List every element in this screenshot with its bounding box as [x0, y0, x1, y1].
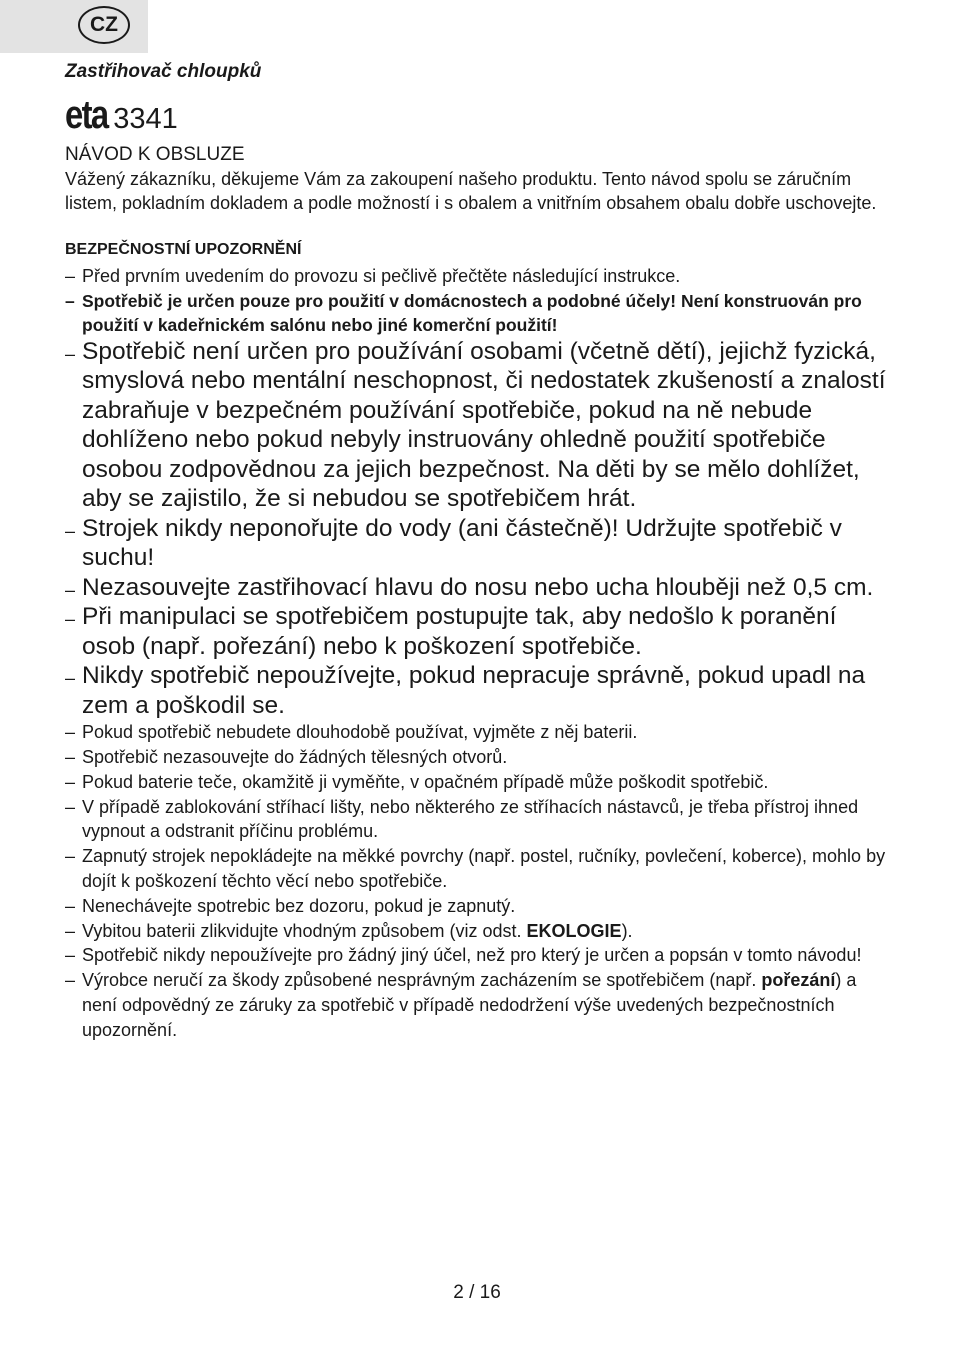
page-number: 2 / 16: [453, 1282, 501, 1303]
ecology-reference: EKOLOGIE: [526, 920, 622, 941]
list-item: – Strojek nikdy neponořujte do vody (ani částečně)! Udržujte spotřebič v suchu!: [65, 514, 895, 573]
product-name: Zastřihovač chloupků: [65, 61, 262, 82]
list-item-liability: [65, 968, 895, 1042]
safety-list: [65, 264, 895, 1043]
list-item: – Pokud baterie teče, okamžitě ji vyměňte, v opačném případě může poškodit spotřebič.: [65, 770, 895, 795]
list-item: – Zapnutý strojek nepokládejte na měkké povrchy (např. postel, ručníky, povlečení, koberce), mohlo by dojít k poškození těchto věcí nebo spotřebiče.: [65, 844, 895, 894]
list-item: – V případě zablokování stříhací lišty, nebo některého ze stříhacích nástavců, je třeba přístroj ihned vypnout a odstranit příčinu problému.: [65, 795, 895, 845]
text-segment: Vybitou baterii zlikvidujte vhodným způsobem (viz odst.: [82, 920, 527, 941]
brand-logo: eta: [65, 93, 108, 137]
safety-heading: BEZPEČNOSTNÍ UPOZORNĚNÍ: [65, 241, 302, 258]
list-item: – Spotřebič není určen pro používání osobami (včetně dětí), jejichž fyzická, smyslová nebo mentální neschopnost, či nedostatek zkušeností a znalostí zabraňuje v bezpečném používání spotřebiče, pokud na ně nebude dohlíženo nebo pokud nebyly instruovány ohledně použití spotřebiče osobou zodpovědnou za jejich bezpečnost. Na děti by se mělo dohlížet, aby se zajistilo, že si nebudou se spotřebičem hrát.: [65, 337, 895, 514]
list-item: – Před prvním uvedením do provozu si pečlivě přečtěte následující instrukce.: [65, 264, 895, 289]
list-item: – Pokud spotřebič nebudete dlouhodobě používat, vyjměte z něj baterii.: [65, 720, 895, 745]
language-badge: CZ: [78, 6, 130, 44]
manual-body: [65, 142, 895, 1043]
brand-row: [65, 93, 178, 137]
list-item: – Spotřebič nezasouvejte do žádných tělesných otvorů.: [65, 745, 895, 770]
list-item: – Při manipulaci se spotřebičem postupujte tak, aby nedošlo k poranění osob (např. pořezání) nebo k poškození spotřebiče.: [65, 602, 895, 661]
list-item: – Spotřebič je určen pouze pro použití v domácnostech a podobné účely! Není konstruován pro použití v kadeřnickém salónu nebo jiné komerční použití!: [65, 289, 895, 337]
list-item: – Nezasouvejte zastřihovací hlavu do nosu nebo ucha hlouběji než 0,5 cm.: [65, 573, 895, 603]
cutting-reference: pořezání: [761, 970, 836, 991]
text-segment: ) a není odpovědný ze záruky za spotřebič v případě nedodržení výše uvedených bezpečnostních upozornění.: [82, 970, 857, 1040]
list-item: – Spotřebič nikdy nepoužívejte pro žádný jiný účel, než pro který je určen a popsán v tomto návodu!: [65, 943, 895, 968]
list-item: – Nenechávejte spotrebic bez dozoru, pokud je zapnutý.: [65, 894, 895, 919]
list-item-ecology: [65, 919, 895, 944]
text-segment: Výrobce neručí za škody způsobené nesprávným zacházením se spotřebičem (např.: [82, 970, 762, 991]
model-number: 3341: [113, 103, 178, 135]
list-item: – Nikdy spotřebič nepoužívejte, pokud nepracuje správně, pokud upadl na zem a poškodil se.: [65, 661, 895, 720]
text-segment: ).: [621, 920, 633, 941]
intro-paragraph: Vážený zákazníku, děkujeme Vám za zakoupení našeho produktu. Tento návod spolu se záručním listem, pokladním dokladem a podle možností i s obalem a vnitřním obsahem obalu dobře uschovejte.: [65, 169, 877, 213]
manual-title: NÁVOD K OBSLUZE: [65, 144, 245, 165]
language-tab: [0, 0, 148, 53]
